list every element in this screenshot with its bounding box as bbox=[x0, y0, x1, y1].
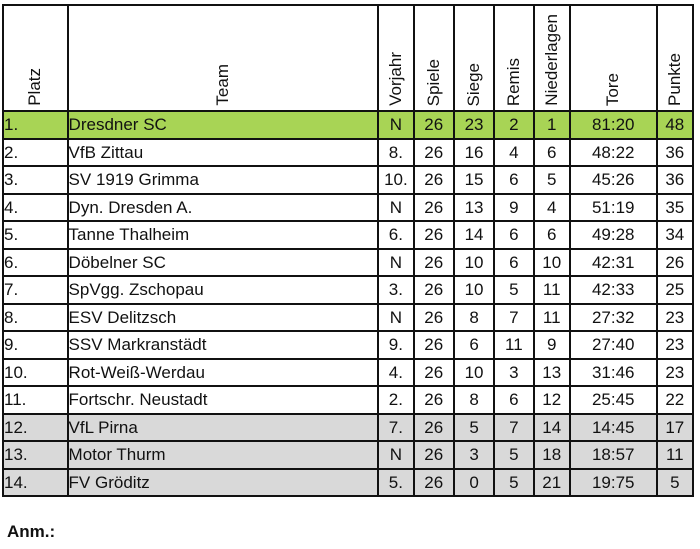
cell-vorjahr: N bbox=[378, 249, 413, 277]
cell-niederlagen: 12 bbox=[534, 386, 570, 414]
cell-remis: 5 bbox=[494, 441, 533, 469]
cell-vorjahr: 9. bbox=[378, 331, 413, 359]
cell-remis: 5 bbox=[494, 469, 533, 497]
cell-vorjahr: N bbox=[378, 111, 413, 139]
cell-team: Rot-Weiß-Werdau bbox=[68, 359, 379, 387]
cell-siege: 10 bbox=[454, 276, 494, 304]
cell-platz: 12. bbox=[3, 414, 68, 442]
header-row bbox=[3, 5, 693, 111]
cell-spiele: 26 bbox=[414, 249, 454, 277]
cell-vorjahr: 6. bbox=[378, 221, 413, 249]
cell-team: SSV Markranstädt bbox=[68, 331, 379, 359]
cell-team: Dresdner SC bbox=[68, 111, 379, 139]
cell-vorjahr: 7. bbox=[378, 414, 413, 442]
footnote: Anm.: bbox=[7, 522, 56, 541]
table-row bbox=[3, 194, 693, 222]
cell-siege: 14 bbox=[454, 221, 494, 249]
cell-vorjahr: N bbox=[378, 304, 413, 332]
cell-team: Döbelner SC bbox=[68, 249, 379, 277]
cell-platz: 6. bbox=[3, 249, 68, 277]
cell-tore: 25:45 bbox=[570, 386, 657, 414]
cell-team: ESV Delitzsch bbox=[68, 304, 379, 332]
cell-vorjahr: 3. bbox=[378, 276, 413, 304]
cell-siege: 13 bbox=[454, 194, 494, 222]
cell-siege: 16 bbox=[454, 139, 494, 167]
cell-spiele: 26 bbox=[414, 469, 454, 497]
cell-niederlagen: 1 bbox=[534, 111, 570, 139]
table-row bbox=[3, 139, 693, 167]
cell-tore: 51:19 bbox=[570, 194, 657, 222]
cell-tore: 49:28 bbox=[570, 221, 657, 249]
header-tore: Tore bbox=[570, 5, 657, 111]
cell-spiele: 26 bbox=[414, 221, 454, 249]
cell-niederlagen: 14 bbox=[534, 414, 570, 442]
cell-niederlagen: 9 bbox=[534, 331, 570, 359]
cell-platz: 7. bbox=[3, 276, 68, 304]
cell-spiele: 26 bbox=[414, 166, 454, 194]
cell-remis: 6 bbox=[494, 166, 533, 194]
cell-tore: 81:20 bbox=[570, 111, 657, 139]
cell-remis: 6 bbox=[494, 249, 533, 277]
cell-punkte: 26 bbox=[657, 249, 693, 277]
cell-spiele: 26 bbox=[414, 276, 454, 304]
cell-siege: 8 bbox=[454, 386, 494, 414]
cell-remis: 11 bbox=[494, 331, 533, 359]
cell-niederlagen: 6 bbox=[534, 139, 570, 167]
cell-punkte: 22 bbox=[657, 386, 693, 414]
header-team: Team bbox=[68, 5, 379, 111]
header-punkte: Punkte bbox=[657, 5, 693, 111]
cell-spiele: 26 bbox=[414, 441, 454, 469]
table-body bbox=[3, 111, 693, 496]
cell-punkte: 23 bbox=[657, 304, 693, 332]
header-vorjahr: Vorjahr bbox=[378, 5, 413, 111]
table-row bbox=[3, 276, 693, 304]
cell-team: SV 1919 Grimma bbox=[68, 166, 379, 194]
cell-niederlagen: 4 bbox=[534, 194, 570, 222]
cell-vorjahr: N bbox=[378, 441, 413, 469]
cell-platz: 5. bbox=[3, 221, 68, 249]
cell-spiele: 26 bbox=[414, 139, 454, 167]
cell-platz: 10. bbox=[3, 359, 68, 387]
table-row bbox=[3, 386, 693, 414]
cell-spiele: 26 bbox=[414, 386, 454, 414]
cell-punkte: 23 bbox=[657, 331, 693, 359]
cell-punkte: 35 bbox=[657, 194, 693, 222]
header-platz: Platz bbox=[3, 5, 68, 111]
cell-tore: 27:32 bbox=[570, 304, 657, 332]
cell-remis: 6 bbox=[494, 386, 533, 414]
table-row bbox=[3, 331, 693, 359]
standings-table bbox=[2, 4, 694, 497]
cell-tore: 45:26 bbox=[570, 166, 657, 194]
cell-team: Dyn. Dresden A. bbox=[68, 194, 379, 222]
cell-team: Fortschr. Neustadt bbox=[68, 386, 379, 414]
cell-team: SpVgg. Zschopau bbox=[68, 276, 379, 304]
cell-punkte: 36 bbox=[657, 139, 693, 167]
cell-platz: 13. bbox=[3, 441, 68, 469]
cell-platz: 9. bbox=[3, 331, 68, 359]
cell-platz: 4. bbox=[3, 194, 68, 222]
cell-spiele: 26 bbox=[414, 111, 454, 139]
cell-siege: 10 bbox=[454, 359, 494, 387]
table-row bbox=[3, 249, 693, 277]
cell-team: VfB Zittau bbox=[68, 139, 379, 167]
header-spiele: Spiele bbox=[414, 5, 454, 111]
cell-tore: 14:45 bbox=[570, 414, 657, 442]
cell-siege: 23 bbox=[454, 111, 494, 139]
cell-tore: 27:40 bbox=[570, 331, 657, 359]
cell-team: Tanne Thalheim bbox=[68, 221, 379, 249]
cell-niederlagen: 10 bbox=[534, 249, 570, 277]
cell-siege: 10 bbox=[454, 249, 494, 277]
cell-niederlagen: 21 bbox=[534, 469, 570, 497]
cell-remis: 6 bbox=[494, 221, 533, 249]
cell-spiele: 26 bbox=[414, 331, 454, 359]
cell-siege: 0 bbox=[454, 469, 494, 497]
cell-siege: 8 bbox=[454, 304, 494, 332]
cell-siege: 6 bbox=[454, 331, 494, 359]
cell-spiele: 26 bbox=[414, 304, 454, 332]
cell-punkte: 5 bbox=[657, 469, 693, 497]
cell-tore: 48:22 bbox=[570, 139, 657, 167]
table-row bbox=[3, 359, 693, 387]
cell-tore: 18:57 bbox=[570, 441, 657, 469]
cell-spiele: 26 bbox=[414, 359, 454, 387]
cell-platz: 14. bbox=[3, 469, 68, 497]
cell-platz: 11. bbox=[3, 386, 68, 414]
cell-vorjahr: 8. bbox=[378, 139, 413, 167]
cell-punkte: 48 bbox=[657, 111, 693, 139]
header-siege: Siege bbox=[454, 5, 494, 111]
header-niederlagen: Niederlagen bbox=[534, 5, 570, 111]
cell-vorjahr: N bbox=[378, 194, 413, 222]
cell-remis: 3 bbox=[494, 359, 533, 387]
cell-siege: 3 bbox=[454, 441, 494, 469]
cell-siege: 15 bbox=[454, 166, 494, 194]
cell-remis: 2 bbox=[494, 111, 533, 139]
cell-niederlagen: 11 bbox=[534, 276, 570, 304]
cell-platz: 1. bbox=[3, 111, 68, 139]
cell-team: FV Gröditz bbox=[68, 469, 379, 497]
cell-vorjahr: 10. bbox=[378, 166, 413, 194]
cell-niederlagen: 5 bbox=[534, 166, 570, 194]
cell-remis: 4 bbox=[494, 139, 533, 167]
table-row bbox=[3, 414, 693, 442]
cell-platz: 3. bbox=[3, 166, 68, 194]
cell-spiele: 26 bbox=[414, 194, 454, 222]
cell-punkte: 25 bbox=[657, 276, 693, 304]
table-row bbox=[3, 221, 693, 249]
table-row bbox=[3, 166, 693, 194]
cell-punkte: 23 bbox=[657, 359, 693, 387]
cell-vorjahr: 4. bbox=[378, 359, 413, 387]
cell-remis: 9 bbox=[494, 194, 533, 222]
header-remis: Remis bbox=[494, 5, 533, 111]
cell-niederlagen: 13 bbox=[534, 359, 570, 387]
table-row bbox=[3, 441, 693, 469]
cell-niederlagen: 18 bbox=[534, 441, 570, 469]
table-row bbox=[3, 111, 693, 139]
table-row bbox=[3, 469, 693, 497]
cell-punkte: 36 bbox=[657, 166, 693, 194]
cell-punkte: 17 bbox=[657, 414, 693, 442]
cell-siege: 5 bbox=[454, 414, 494, 442]
table-row bbox=[3, 304, 693, 332]
cell-niederlagen: 11 bbox=[534, 304, 570, 332]
cell-tore: 31:46 bbox=[570, 359, 657, 387]
cell-niederlagen: 6 bbox=[534, 221, 570, 249]
cell-remis: 7 bbox=[494, 304, 533, 332]
cell-team: VfL Pirna bbox=[68, 414, 379, 442]
cell-platz: 2. bbox=[3, 139, 68, 167]
cell-remis: 5 bbox=[494, 276, 533, 304]
cell-platz: 8. bbox=[3, 304, 68, 332]
cell-vorjahr: 5. bbox=[378, 469, 413, 497]
cell-tore: 42:33 bbox=[570, 276, 657, 304]
cell-tore: 42:31 bbox=[570, 249, 657, 277]
cell-remis: 7 bbox=[494, 414, 533, 442]
cell-team: Motor Thurm bbox=[68, 441, 379, 469]
cell-vorjahr: 2. bbox=[378, 386, 413, 414]
cell-punkte: 34 bbox=[657, 221, 693, 249]
cell-punkte: 11 bbox=[657, 441, 693, 469]
cell-spiele: 26 bbox=[414, 414, 454, 442]
cell-tore: 19:75 bbox=[570, 469, 657, 497]
